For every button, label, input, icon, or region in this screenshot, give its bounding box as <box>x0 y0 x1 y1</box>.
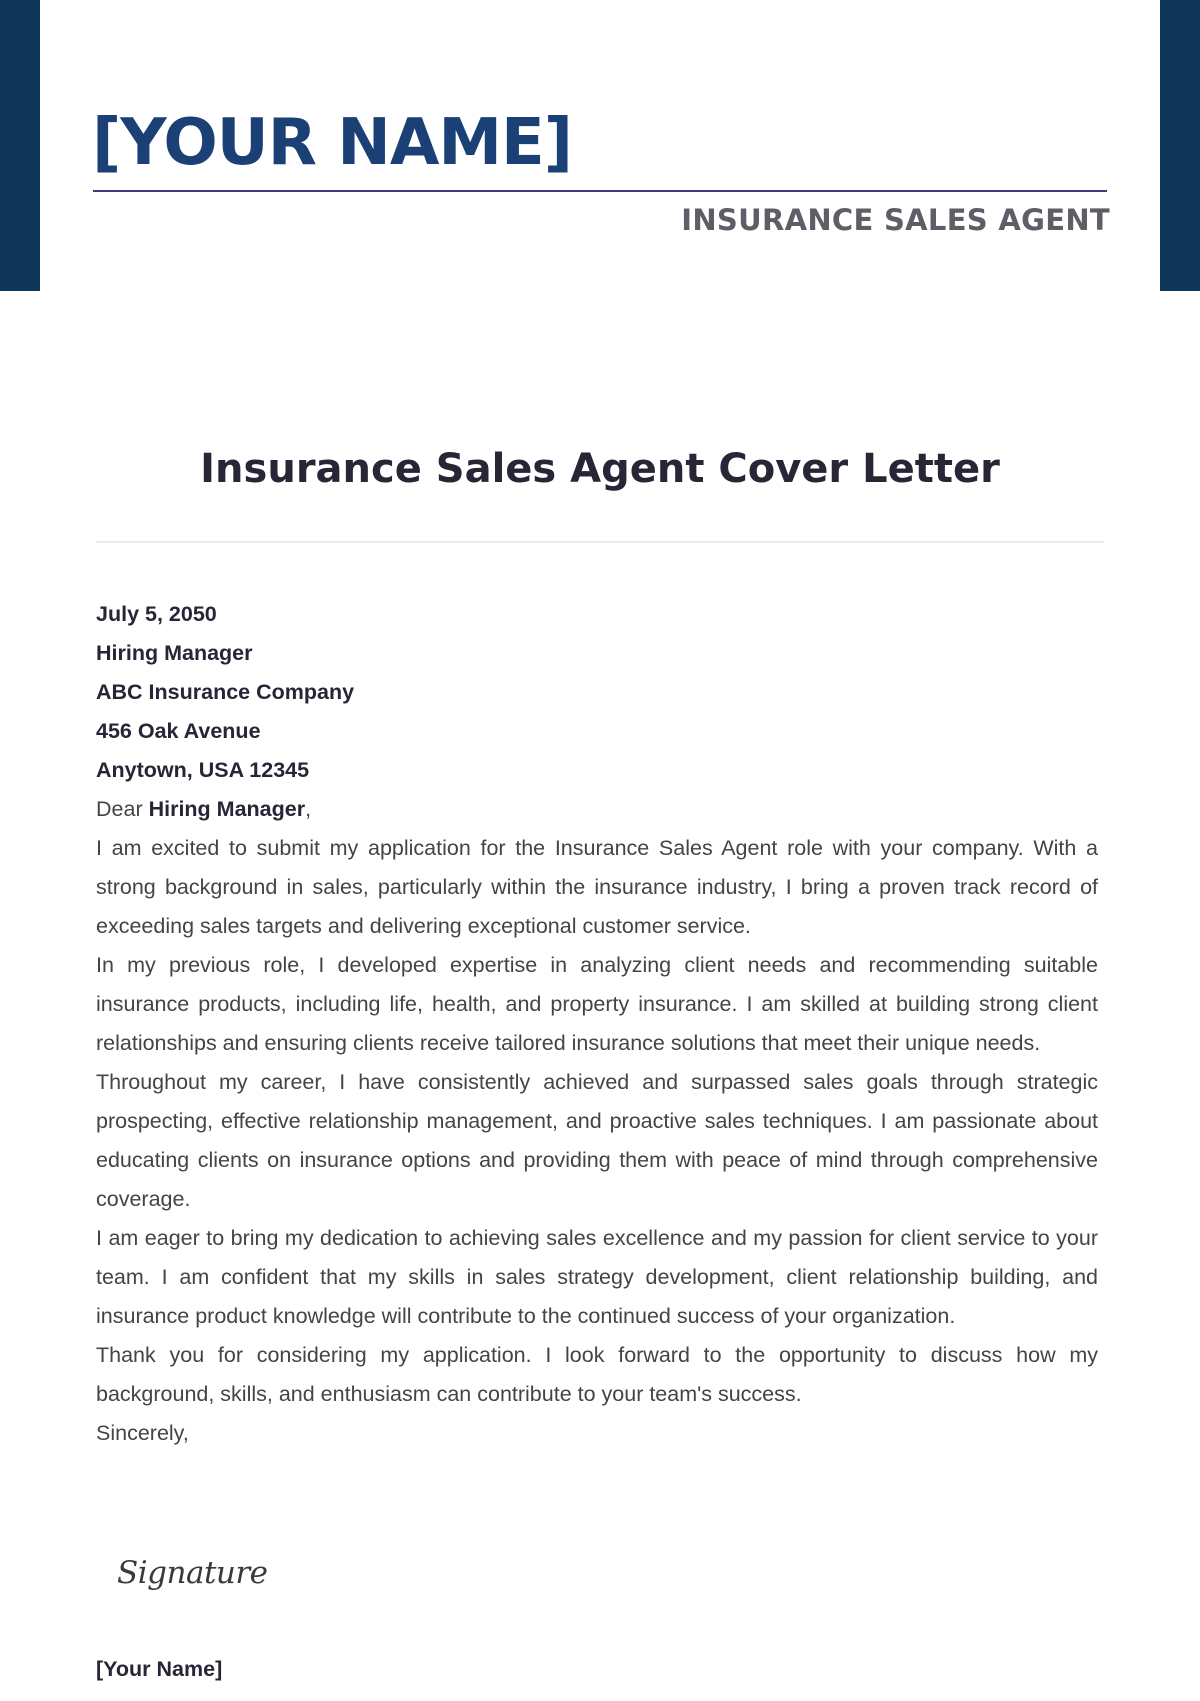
closing: Sincerely, <box>96 1421 189 1445</box>
salutation-name: Hiring Manager <box>148 797 306 821</box>
left-accent-bar <box>0 0 40 291</box>
sign-off-name: [Your Name] <box>96 1657 223 1681</box>
letter-date: July 5, 2050 <box>96 602 217 626</box>
right-accent-bar <box>1160 0 1200 291</box>
body-paragraph: In my previous role, I developed expertise in analyzing client needs and recommending suitable insurance products, including life, health, and property insurance. I am skilled at building strong client relationships and ensuring clients receive tailored insurance solutions that meet their unique needs. <box>96 953 1098 1055</box>
title-divider <box>96 541 1104 543</box>
job-title: INSURANCE SALES AGENT <box>681 203 1110 237</box>
letter-body <box>96 595 1098 1453</box>
salutation-prefix: Dear <box>96 797 149 821</box>
header-divider <box>93 190 1107 192</box>
street-address: 456 Oak Avenue <box>96 719 261 743</box>
recipient-name: Hiring Manager <box>96 641 253 665</box>
body-paragraph: Throughout my career, I have consistently achieved and surpassed sales goals through strategic prospecting, effective relationship management, and proactive sales techniques. I am passionate about educating clients on insurance options and providing them with peace of mind through comprehensive coverage. <box>96 1070 1098 1211</box>
city-address: Anytown, USA 12345 <box>96 758 310 782</box>
signature: Signature <box>117 1555 268 1591</box>
body-paragraph: I am eager to bring my dedication to achieving sales excellence and my passion for client service to your team. I am confident that my skills in sales strategy development, client relationship building, and insurance product knowledge will contribute to the continued success of your organization. <box>96 1226 1098 1328</box>
salutation <box>96 790 1098 829</box>
body-paragraph: I am excited to submit my application for the Insurance Sales Agent role with your company. With a strong background in sales, particularly within the insurance industry, I bring a proven track record of exceeding sales targets and delivering exceptional customer service. <box>96 836 1098 938</box>
applicant-name: [YOUR NAME] <box>92 106 572 180</box>
body-paragraph: Thank you for considering my application. I look forward to the opportunity to discuss how my background, skills, and enthusiasm can contribute to your team's success. <box>96 1343 1098 1406</box>
letter-title: Insurance Sales Agent Cover Letter <box>200 446 1000 492</box>
company-name: ABC Insurance Company <box>96 680 355 704</box>
salutation-suffix: , <box>305 797 312 821</box>
